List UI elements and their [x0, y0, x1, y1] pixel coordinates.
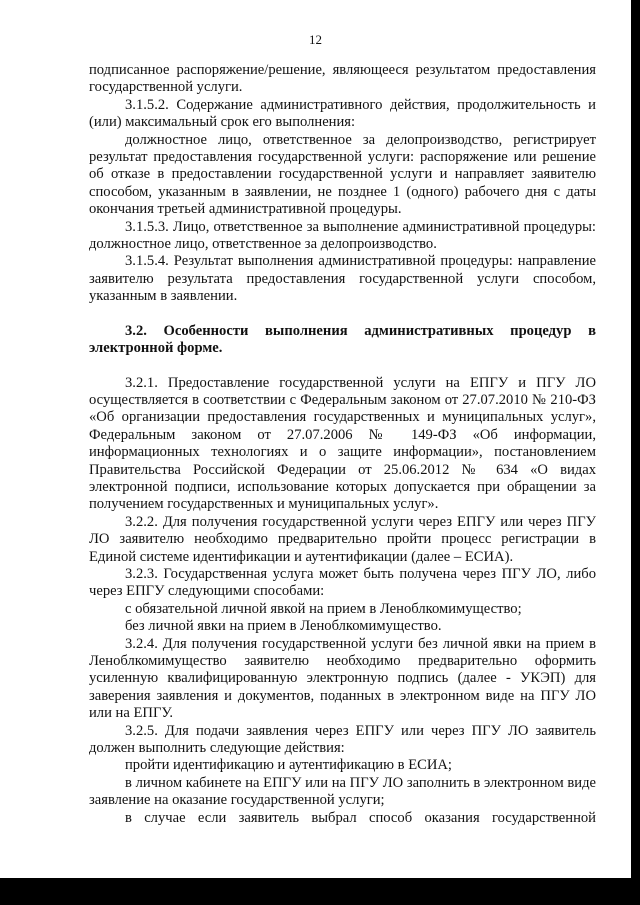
paragraph: 3.2.1. Предоставление государственной услуги на ЕПГУ и ПГУ ЛО осуществляется в соответствии с Федеральным законом от 27.07.2010 № 210-ФЗ «Об организации предоставления государственных и муниципальных услуг», Федеральным законом от 27.07.2006 № 149-ФЗ «Об информации, информационных технологиях и о защите информации», постановлением Правительства Российской Федерации от 25.06.2012 № 634 «О видах электронной подписи, использование которых допускается при обращении за получением государственных и муниципальных услуг». [89, 374, 596, 513]
paragraph: должностное лицо, ответственное за делопроизводство, регистрирует результат предоставления государственной услуги: распоряжение или решение об отказе в предоставлении государственной услуги и направляет заявителю способом, указанным в заявлении, не позднее 1 (одного) рабочего дня с даты окончания третьей административной процедуры. [89, 131, 596, 218]
paragraph: 3.2.2. Для получения государственной услуги через ЕПГУ или через ПГУ ЛО заявителю необходимо предварительно пройти процесс регистрации в Единой системе идентификации и аутентификации (далее – ЕСИА). [89, 513, 596, 565]
paragraph: 3.2.4. Для получения государственной услуги без личной явки на прием в Леноблкомимущество заявителю необходимо предварительно оформить усиленную квалифицированную электронную подпись (далее - УКЭП) для заверения заявления и документов, поданных в электронном виде на ПГУ ЛО или на ЕПГУ. [89, 635, 596, 722]
paragraph: 3.2.3. Государственная услуга может быть получена через ПГУ ЛО, либо через ЕПГУ следующими способами: [89, 565, 596, 600]
list-item: в личном кабинете на ЕПГУ или на ПГУ ЛО заполнить в электронном виде заявление на оказание государственной услуги; [89, 774, 596, 809]
page-number: 12 [309, 32, 322, 47]
list-item: с обязательной личной явкой на прием в Леноблкомимущество; [125, 600, 522, 617]
section-heading: 3.2. Особенности выполнения административных процедур в электронной форме. [89, 322, 596, 357]
list-item: пройти идентификацию и аутентификацию в ЕСИА; [125, 757, 452, 774]
paragraph: 3.1.5.3. Лицо, ответственное за выполнение административной процедуры: должностное лицо, ответственное за делопроизводство. [89, 218, 596, 253]
paragraph: 3.2.5. Для подачи заявления через ЕПГУ или через ПГУ ЛО заявитель должен выполнить следующие действия: [89, 722, 596, 757]
paragraph: подписанное распоряжение/решение, являющееся результатом предоставления государственной услуги. [89, 62, 596, 96]
list-item: в случае если заявитель выбрал способ оказания государственной [125, 809, 596, 826]
list-item: без личной явки на прием в Леноблкомимущество. [125, 618, 442, 635]
paragraph: 3.1.5.4. Результат выполнения административной процедуры: направление заявителю результата предоставления государственной услуги способом, указанным в заявлении. [89, 253, 596, 305]
document-body [89, 62, 596, 827]
paragraph: 3.1.5.2. Содержание административного действия, продолжительность и (или) максимальный срок его выполнения: [89, 96, 596, 131]
